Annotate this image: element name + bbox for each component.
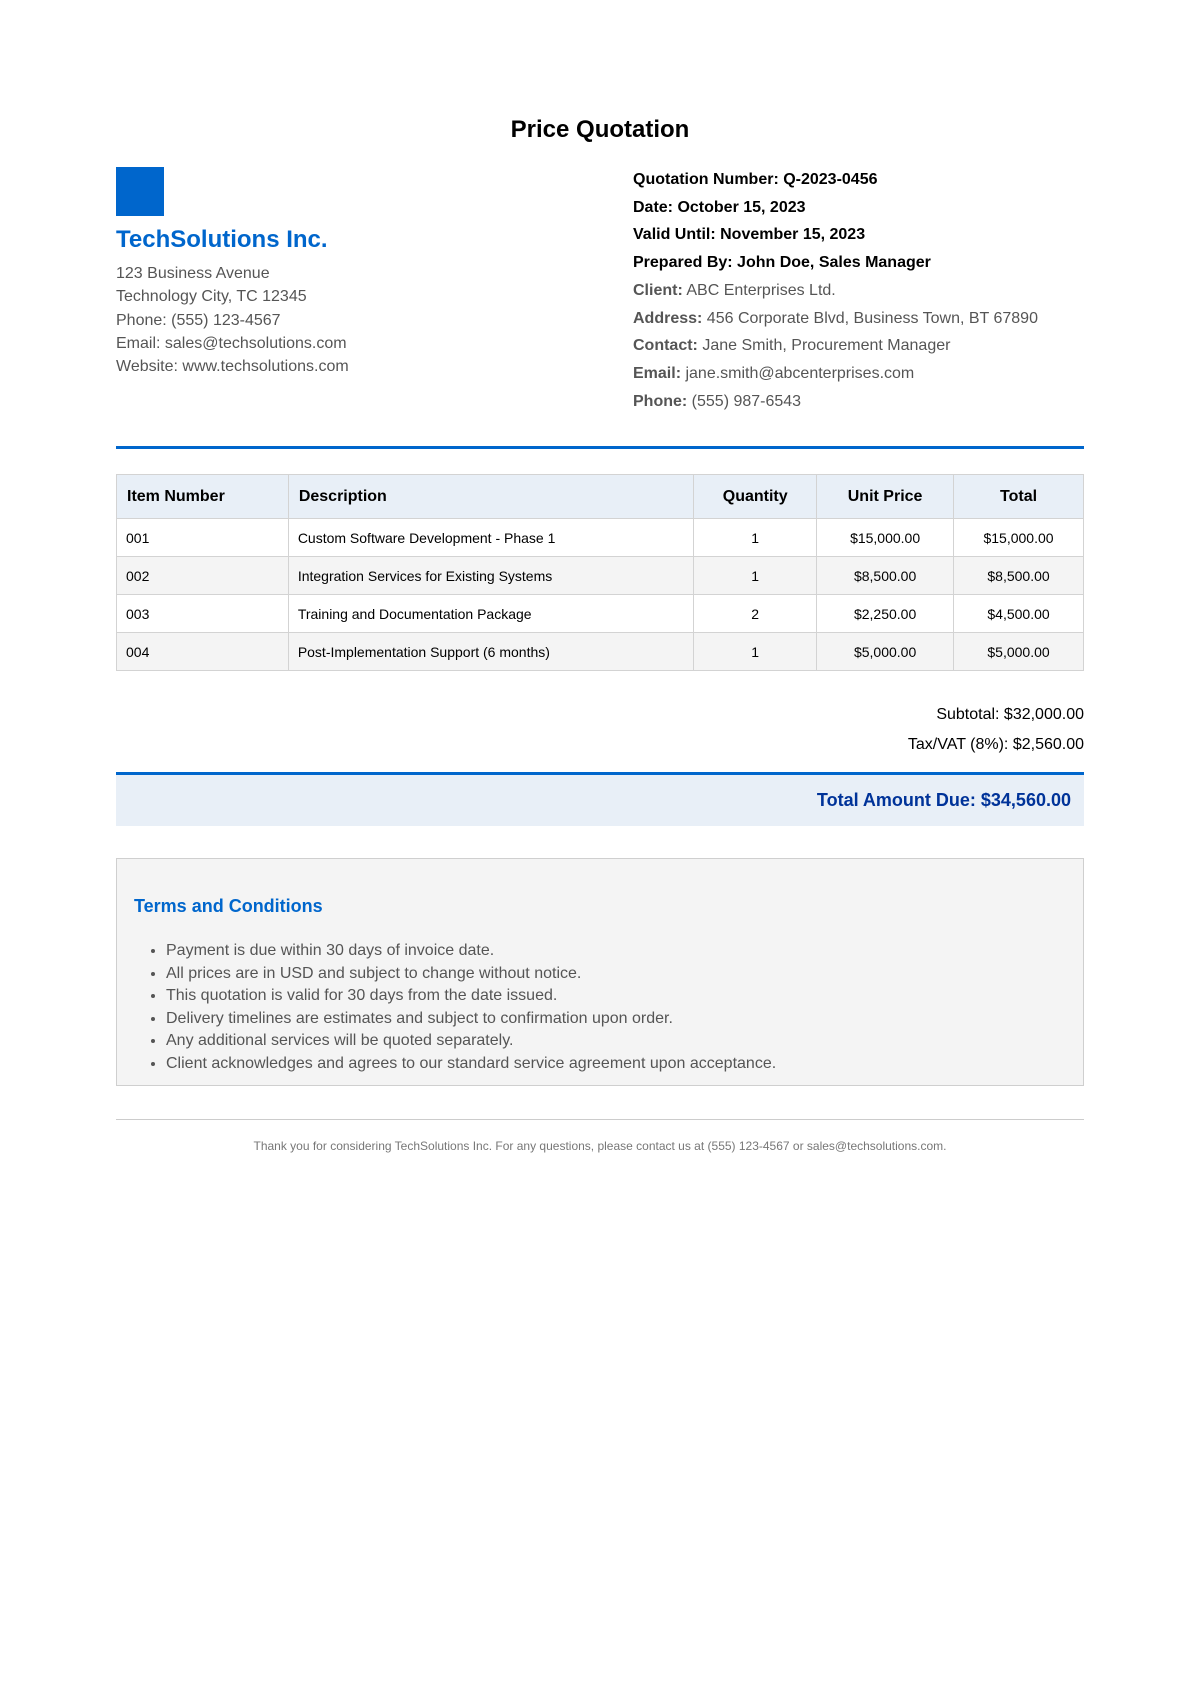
address-value: 456 Corporate Blvd, Business Town, BT 67890 xyxy=(702,309,1038,327)
cell-item: 001 xyxy=(117,519,289,557)
cell-description: Post-Implementation Support (6 months) xyxy=(288,633,693,671)
cell-item: 002 xyxy=(117,557,289,595)
terms-item: • Delivery timelines are estimates and subject to confirmation upon order. xyxy=(166,1008,776,1031)
cell-item: 003 xyxy=(117,595,289,633)
cell-description: Training and Documentation Package xyxy=(288,595,693,633)
header-total: Total xyxy=(954,475,1084,519)
client-value: ABC Enterprises Ltd. xyxy=(682,281,836,299)
table-header-row xyxy=(117,475,1084,519)
header-description: Description xyxy=(288,475,693,519)
header-quantity: Quantity xyxy=(694,475,817,519)
company-email: Email: sales@techsolutions.com xyxy=(116,334,347,352)
client-phone xyxy=(633,388,1038,416)
cell-description: Custom Software Development - Phase 1 xyxy=(288,519,693,557)
contact-value: Jane Smith, Procurement Manager xyxy=(697,337,951,355)
cell-unit-price: $5,000.00 xyxy=(817,633,954,671)
phone-value: (555) 987-6543 xyxy=(687,392,802,410)
phone-label: Phone: xyxy=(633,392,688,410)
company-address-line2: Technology City, TC 12345 xyxy=(116,288,307,306)
items-table xyxy=(116,474,1084,671)
header-item-number: Item Number xyxy=(117,475,289,519)
client-email xyxy=(633,360,1038,388)
contact-label: Contact: xyxy=(633,337,698,355)
table-row xyxy=(117,595,1084,633)
cell-total: $5,000.00 xyxy=(954,633,1084,671)
cell-total: $4,500.00 xyxy=(954,595,1084,633)
email-label: Email: xyxy=(633,364,682,382)
footer-text: Thank you for considering TechSolutions Inc. For any questions, please contact us at (555) 123-4567 or sales@techsolutions.com. xyxy=(253,1139,947,1153)
client-name xyxy=(633,277,1038,305)
quotation-meta xyxy=(633,166,1038,415)
header-divider xyxy=(116,446,1084,449)
quotation-date: Date: October 15, 2023 xyxy=(633,198,806,216)
cell-total: $8,500.00 xyxy=(954,557,1084,595)
terms-heading: Terms and Conditions xyxy=(134,896,323,916)
cell-quantity: 1 xyxy=(694,557,817,595)
total-amount-due: Total Amount Due: $34,560.00 xyxy=(816,790,1071,810)
company-address-line1: 123 Business Avenue xyxy=(116,265,270,282)
terms-item: • Any additional services will be quoted separately. xyxy=(166,1030,776,1053)
cell-description: Integration Services for Existing Systems xyxy=(288,557,693,595)
page-title: Price Quotation xyxy=(510,116,690,143)
terms-list xyxy=(133,940,776,1076)
table-row xyxy=(117,633,1084,671)
cell-quantity: 1 xyxy=(694,633,817,671)
table-row xyxy=(117,557,1084,595)
tax-vat: Tax/VAT (8%): $2,560.00 xyxy=(907,736,1084,753)
cell-unit-price: $2,250.00 xyxy=(817,595,954,633)
terms-item: • All prices are in USD and subject to change without notice. xyxy=(166,963,776,986)
company-name: TechSolutions Inc. xyxy=(116,226,328,253)
cell-quantity: 2 xyxy=(694,595,817,633)
total-due-box xyxy=(116,772,1084,826)
cell-unit-price: $8,500.00 xyxy=(817,557,954,595)
valid-until: Valid Until: November 15, 2023 xyxy=(633,226,866,244)
company-phone: Phone: (555) 123-4567 xyxy=(116,311,281,329)
totals-summary xyxy=(908,700,1084,760)
cell-total: $15,000.00 xyxy=(954,519,1084,557)
cell-item: 004 xyxy=(117,633,289,671)
email-value: jane.smith@abcenterprises.com xyxy=(681,364,915,382)
client-label: Client: xyxy=(633,281,683,299)
prepared-by: Prepared By: John Doe, Sales Manager xyxy=(633,254,931,272)
company-website: Website: www.techsolutions.com xyxy=(116,358,349,376)
header-unit-price: Unit Price xyxy=(817,475,954,519)
cell-quantity: 1 xyxy=(694,519,817,557)
address-label: Address: xyxy=(633,309,703,327)
cell-unit-price: $15,000.00 xyxy=(817,519,954,557)
subtotal: Subtotal: $32,000.00 xyxy=(936,706,1084,723)
company-logo-icon xyxy=(116,167,164,216)
client-contact xyxy=(633,332,1038,360)
quotation-number: Quotation Number: Q-2023-0456 xyxy=(633,171,878,188)
company-details xyxy=(116,262,349,378)
client-address xyxy=(633,305,1038,333)
terms-item: • Payment is due within 30 days of invoice date. xyxy=(166,940,776,963)
terms-item: • Client acknowledges and agrees to our standard service agreement upon acceptance. xyxy=(166,1053,776,1076)
footer-divider xyxy=(116,1119,1084,1120)
table-row xyxy=(117,519,1084,557)
terms-item: • This quotation is valid for 30 days from the date issued. xyxy=(166,985,776,1008)
terms-section xyxy=(116,858,1084,1086)
